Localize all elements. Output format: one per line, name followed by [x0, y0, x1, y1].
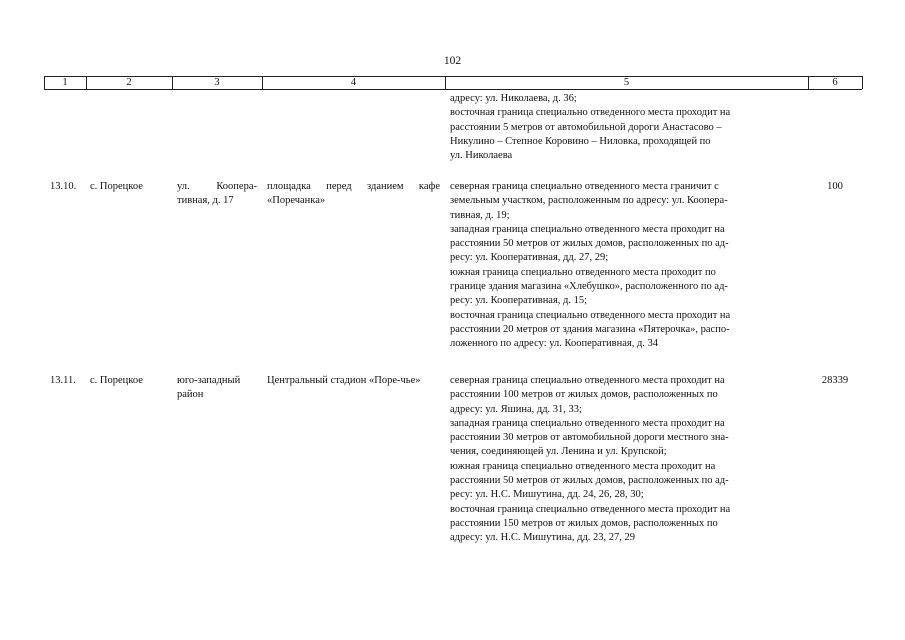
- row-number: 13.11.: [50, 375, 76, 386]
- site-boundaries: [450, 180, 802, 352]
- boundary-text-line: северная граница специально отведенного места проходит на: [450, 375, 725, 386]
- boundary-text-line: восточная граница специально отведенного места проходит на: [450, 309, 731, 321]
- boundary-text-line: земельным участком, расположенным по адресу: ул. Коопера-: [450, 195, 728, 207]
- table-header-bottom-rule: [44, 89, 862, 90]
- boundary-text-line: адресу: ул. Николаева, д. 36;: [450, 93, 577, 104]
- boundary-text-line: южная граница специально отведенного места проходит на: [450, 460, 716, 472]
- column-number-4: 4: [350, 77, 357, 88]
- boundary-text-line: границе здания магазина «Хлебушко», расположенного по ад-: [450, 281, 728, 293]
- table-header-divider: [862, 76, 863, 89]
- continuation-boundaries: [450, 92, 802, 163]
- boundary-text-line: расстоянии 20 метров от здания магазина «Пятерочка», распо-: [450, 323, 730, 335]
- boundary-text-line: западная граница специально отведенного места проходит на: [450, 417, 725, 429]
- column-number-3: 3: [214, 77, 220, 88]
- site-description: Центральный стадион «Поре-чье»: [267, 375, 421, 386]
- boundary-text-line: Никулино – Степное Коровино – Ниловка, проходящей по: [450, 135, 711, 147]
- column-number-6: 6: [832, 77, 838, 88]
- boundary-text-line: адресу: ул. Н.С. Мишутина, дд. 23, 27, 29: [450, 532, 636, 544]
- site-address: юго-западный район: [177, 375, 241, 401]
- boundary-text-line: западная граница специально отведенного места проходит на: [450, 223, 725, 235]
- boundary-text-line: ресу: ул. Кооперативная, д. 15;: [450, 295, 588, 307]
- settlement-name: с. Порецкое: [90, 375, 143, 386]
- site-area: 100: [827, 181, 843, 192]
- boundary-text-line: расстоянии 50 метров от жилых домов, расположенных по ад-: [450, 475, 729, 487]
- boundary-text-line: чения, соединяющей ул. Ленина и ул. Крупской;: [450, 446, 667, 458]
- column-number-2: 2: [126, 77, 132, 88]
- site-area: 28339: [821, 375, 849, 386]
- boundary-text-line: южная граница специально отведенного места проходит по: [450, 266, 716, 278]
- boundary-text-line: ложенного по адресу: ул. Кооперативная, д. 34: [450, 338, 659, 350]
- boundary-text-line: расстоянии 150 метров от жилых домов, расположенных по: [450, 517, 718, 529]
- boundary-text-line: ул. Николаева: [450, 150, 513, 162]
- boundary-text-line: адресу: ул. Яшина, дд. 31, 33;: [450, 403, 582, 415]
- boundary-text-line: восточная граница специально отведенного места проходит на: [450, 107, 731, 119]
- boundary-text-line: северная граница специально отведенного места граничит с: [450, 181, 719, 192]
- page-number: 102: [443, 55, 462, 67]
- site-address: ул. Коопера-тивная, д. 17: [177, 181, 257, 207]
- column-number-1: 1: [62, 77, 68, 88]
- site-description: площадка перед зданием кафе «Поречанка»: [267, 181, 440, 207]
- boundary-text-line: восточная граница специально отведенного места проходит на: [450, 503, 731, 515]
- boundary-text-line: расстоянии 30 метров от автомобильной дороги местного зна-: [450, 432, 729, 444]
- boundary-text-line: расстоянии 5 метров от автомобильной дороги Анастасово –: [450, 121, 722, 133]
- site-boundaries: [450, 374, 802, 546]
- boundary-text-line: тивная, д. 19;: [450, 209, 510, 221]
- settlement-name: с. Порецкое: [90, 181, 143, 192]
- row-number: 13.10.: [50, 181, 77, 192]
- boundary-text-line: расстоянии 100 метров от жилых домов, расположенных по: [450, 389, 718, 401]
- column-number-5: 5: [623, 77, 630, 88]
- boundary-text-line: ресу: ул. Кооперативная, дд. 27, 29;: [450, 252, 609, 264]
- boundary-text-line: ресу: ул. Н.С. Мишутина, дд. 24, 26, 28, 30;: [450, 489, 644, 501]
- boundary-text-line: расстоянии 50 метров от жилых домов, расположенных по ад-: [450, 238, 729, 250]
